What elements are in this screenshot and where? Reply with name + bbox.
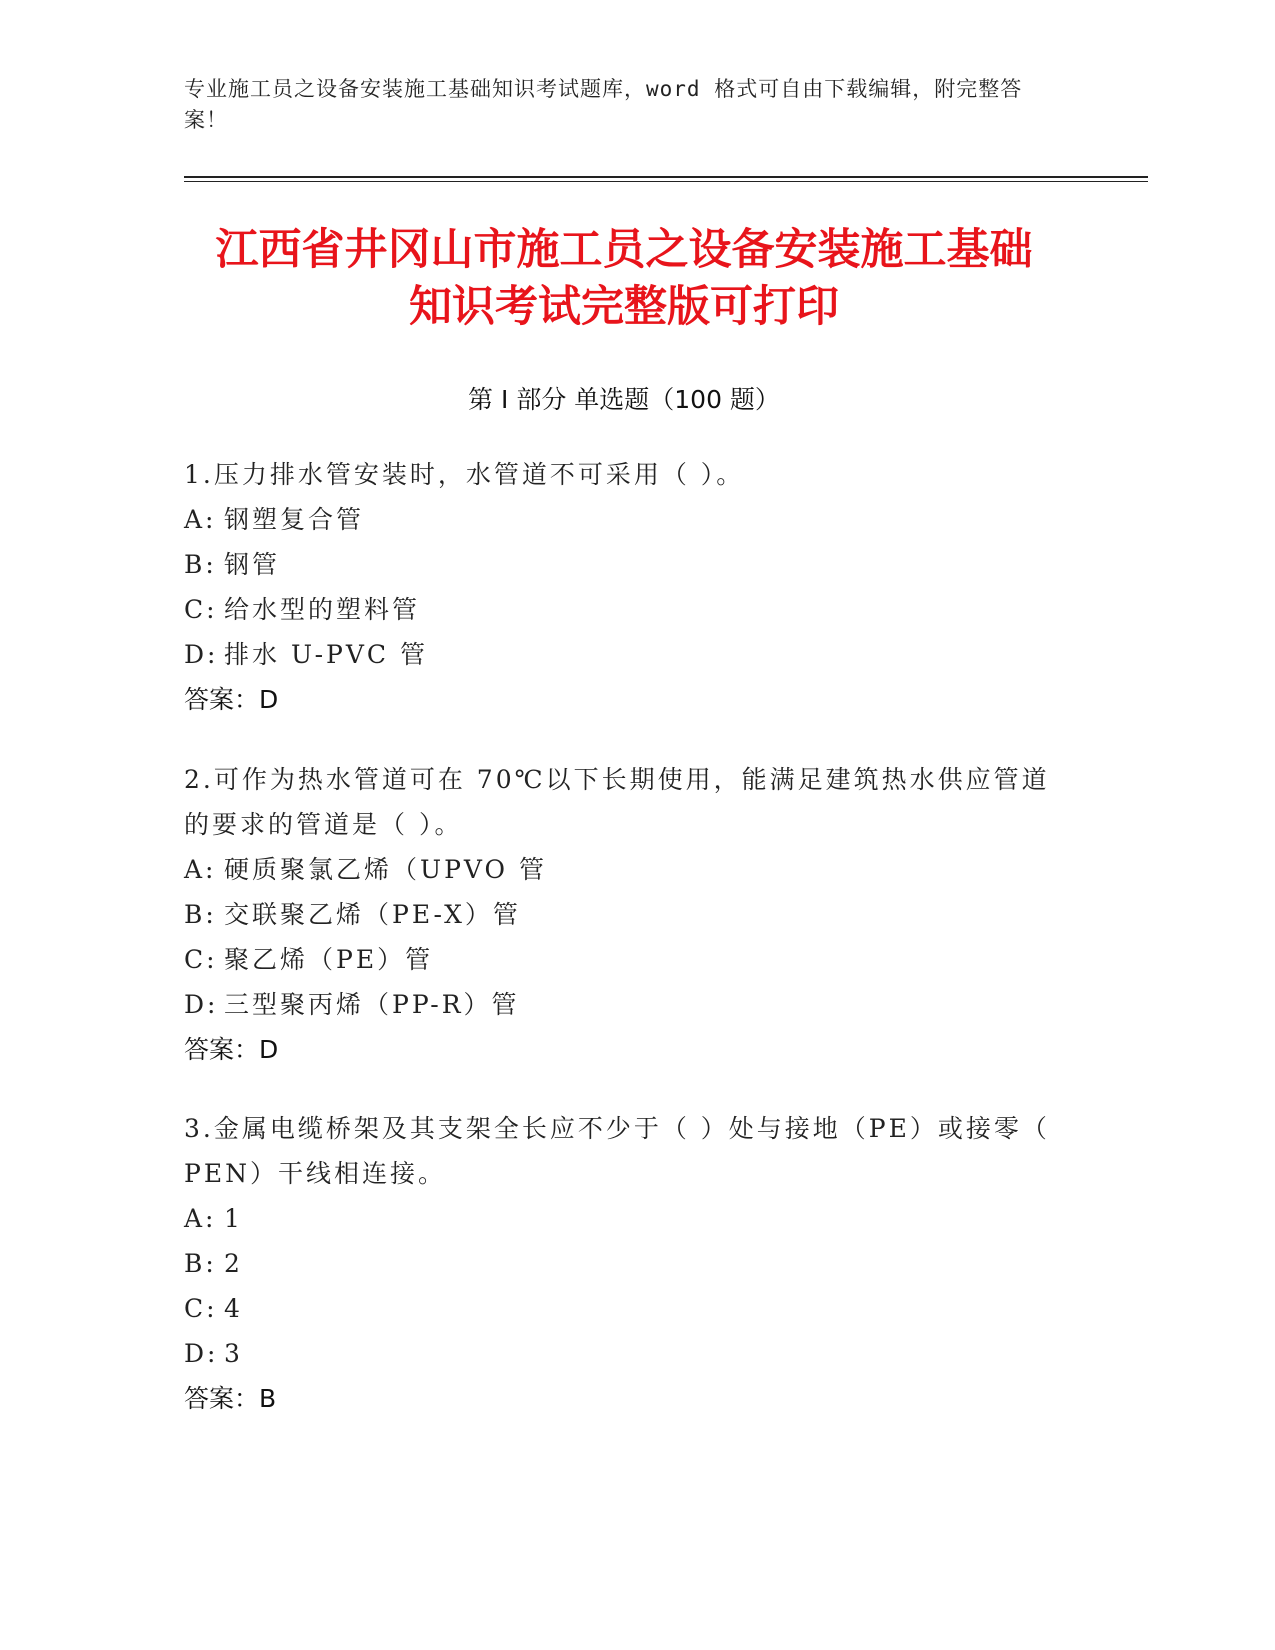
option-c bbox=[184, 937, 1064, 982]
option-key: D: bbox=[184, 990, 219, 1019]
option-d bbox=[184, 982, 1064, 1027]
option-text: 1 bbox=[224, 1204, 243, 1233]
option-key: B: bbox=[184, 550, 217, 579]
option-text: 4 bbox=[224, 1294, 243, 1323]
option-c bbox=[184, 587, 1064, 632]
option-text: 钢塑复合管 bbox=[224, 505, 365, 534]
header-note: 专业施工员之设备安装施工基础知识考试题库，word 格式可自由下载编辑，附完整答案！ bbox=[184, 77, 1023, 132]
question-stem-line-1: 2.可作为热水管道可在 70℃以下长期使用，能满足建筑热水供应管道 bbox=[184, 765, 1050, 794]
option-b bbox=[184, 542, 1064, 587]
answer-line bbox=[184, 1376, 1064, 1421]
answer-value: D bbox=[259, 685, 279, 714]
question-stem-line-1: 3.金属电缆桥架及其支架全长应不少于（ ）处与接地（PE）或接零（ bbox=[184, 1114, 1050, 1143]
question-stem-line-2: PEN）干线相连接。 bbox=[184, 1159, 446, 1188]
header-divider-thick bbox=[184, 176, 1148, 178]
section-title: 第 I 部分 单选题（100 题） bbox=[468, 385, 780, 414]
option-key: A: bbox=[184, 505, 217, 534]
option-text: 三型聚丙烯（PP-R）管 bbox=[224, 990, 520, 1019]
answer-label: 答案： bbox=[184, 1384, 260, 1413]
option-key: A: bbox=[184, 855, 217, 884]
option-c bbox=[184, 1286, 1064, 1331]
question-1 bbox=[184, 452, 1064, 722]
question-2 bbox=[184, 757, 1064, 1072]
option-key: B: bbox=[184, 900, 217, 929]
option-key: C: bbox=[184, 945, 218, 974]
option-d bbox=[184, 1331, 1064, 1376]
option-key: D: bbox=[184, 1339, 219, 1368]
option-text: 硬质聚氯乙烯（UPVO 管 bbox=[224, 855, 547, 884]
option-b bbox=[184, 1241, 1064, 1286]
option-key: D: bbox=[184, 640, 219, 669]
option-text: 钢管 bbox=[224, 550, 281, 579]
option-d bbox=[184, 632, 1064, 677]
option-b bbox=[184, 892, 1064, 937]
option-a bbox=[184, 847, 1064, 892]
option-text: 聚乙烯（PE）管 bbox=[224, 945, 434, 974]
header-divider-thin bbox=[184, 181, 1148, 182]
title-line-2: 知识考试完整版可打印 bbox=[409, 282, 839, 332]
option-key: C: bbox=[184, 1294, 218, 1323]
option-text: 给水型的塑料管 bbox=[224, 595, 421, 624]
option-text: 排水 U-PVC 管 bbox=[224, 640, 428, 669]
option-text: 3 bbox=[224, 1339, 243, 1368]
answer-label: 答案： bbox=[184, 1035, 260, 1064]
question-3 bbox=[184, 1106, 1064, 1421]
question-stem: 1.压力排水管安装时，水管道不可采用（ ）。 bbox=[184, 460, 745, 489]
question-stem-line-2: 的要求的管道是（ ）。 bbox=[184, 810, 463, 839]
answer-line bbox=[184, 677, 1064, 722]
option-text: 2 bbox=[224, 1249, 243, 1278]
option-a bbox=[184, 497, 1064, 542]
option-key: C: bbox=[184, 595, 218, 624]
answer-value: B bbox=[259, 1384, 277, 1413]
answer-label: 答案： bbox=[184, 685, 260, 714]
document-title bbox=[184, 222, 1064, 336]
option-key: B: bbox=[184, 1249, 217, 1278]
option-key: A: bbox=[184, 1204, 217, 1233]
option-a bbox=[184, 1196, 1064, 1241]
option-text: 交联聚乙烯（PE-X）管 bbox=[224, 900, 521, 929]
answer-value: D bbox=[259, 1035, 279, 1064]
title-line-1: 江西省井冈山市施工员之设备安装施工基础 bbox=[215, 225, 1033, 275]
answer-line bbox=[184, 1027, 1064, 1072]
